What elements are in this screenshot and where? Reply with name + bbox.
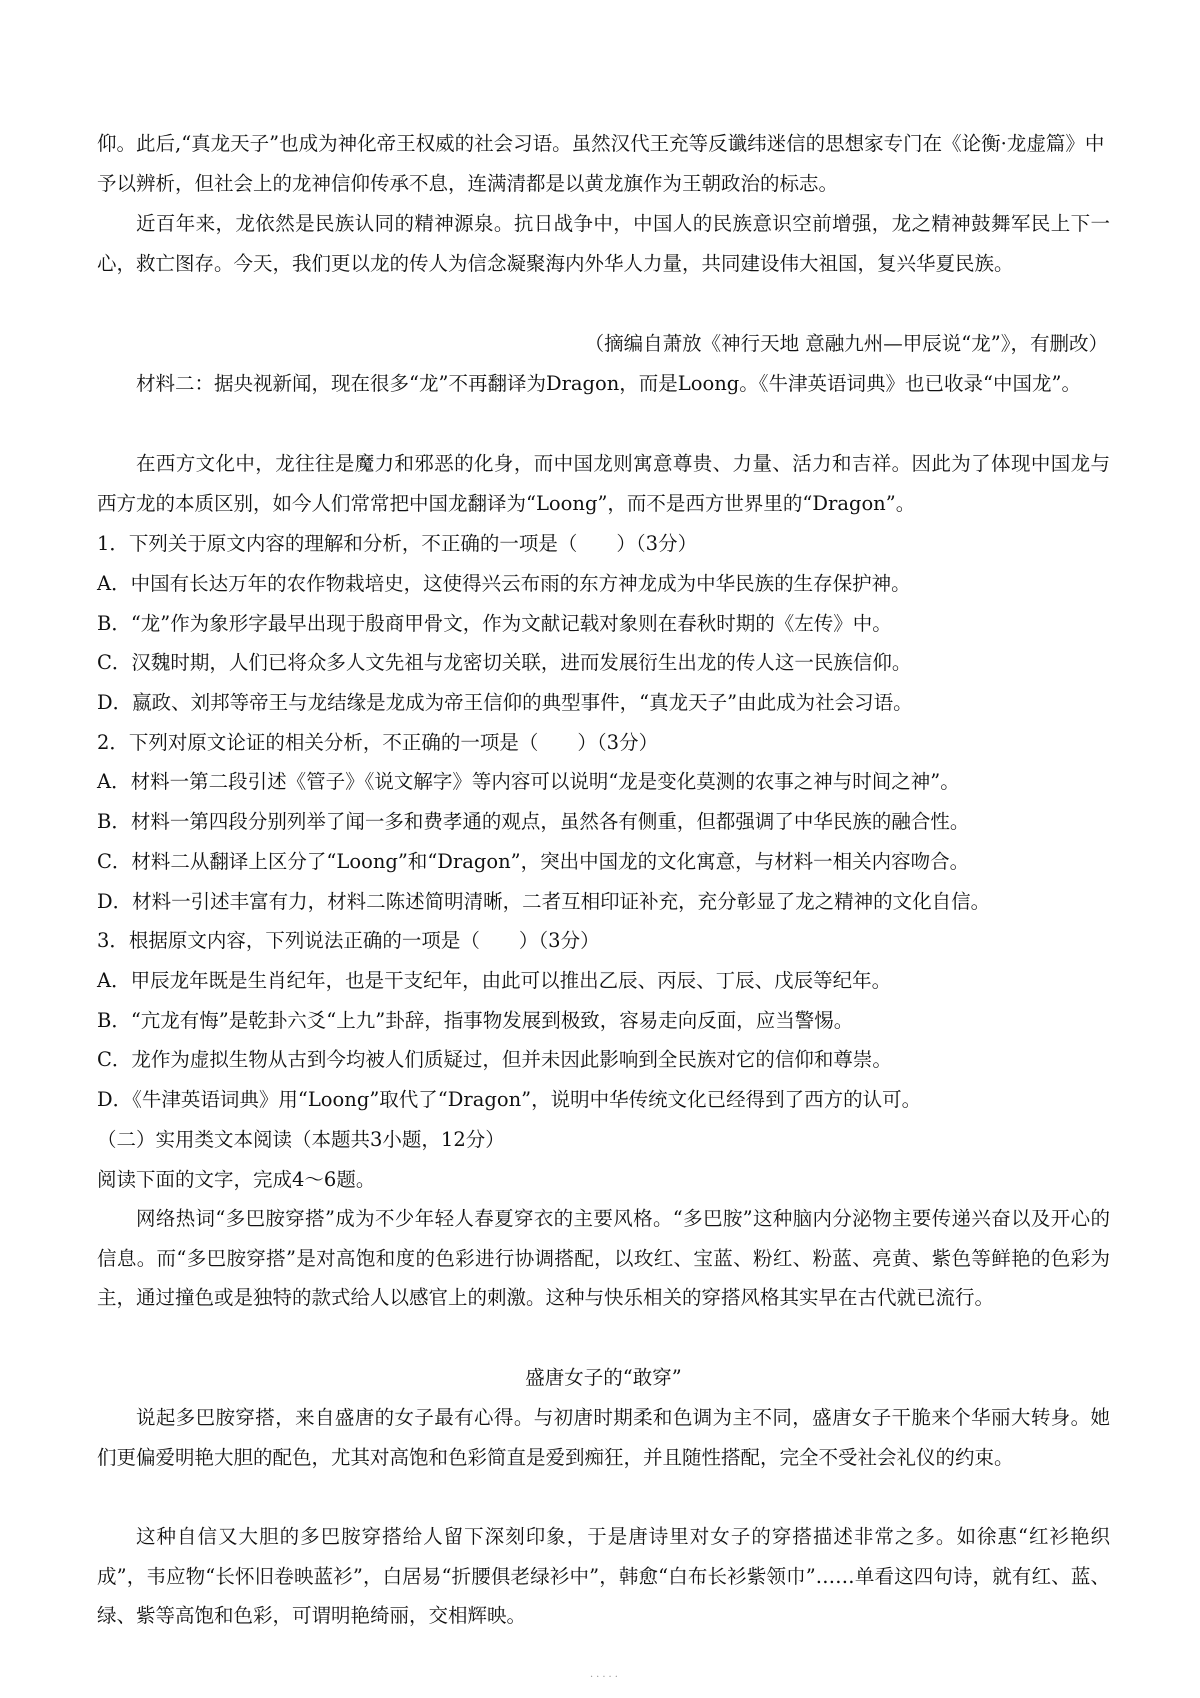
question-1-option-d: D．嬴政、刘邦等帝王与龙结缘是龙成为帝王信仰的典型事件，“真龙天子”由此成为社会习语。	[97, 691, 913, 714]
article-title: 盛唐女子的“敢穿”	[525, 1366, 682, 1389]
question-2-option-c: C．材料二从翻译上区分了“Loong”和“Dragon”，突出中国龙的文化寓意，与材料一相关内容吻合。	[97, 850, 970, 873]
question-2-option-a: A．材料一第二段引述《管子》《说文解字》等内容可以说明“龙是变化莫测的农事之神与时间之神”。	[97, 770, 960, 793]
section-two-heading: （二）实用类文本阅读（本题共3小题，12分）	[97, 1128, 505, 1151]
paragraph-2: 近百年来，龙依然是民族认同的精神源泉。抗日战争中，中国人的民族意识空前增强，龙之精神鼓舞军民上下一心，救亡图存。今天，我们更以龙的传人为信念凝聚海内外华人力量，共同建设伟大祖国，复兴华夏民族。	[97, 212, 1110, 275]
question-2-option-b: B．材料一第四段分别列举了闻一多和费孝通的观点，虽然各有侧重，但都强调了中华民族的融合性。	[97, 810, 970, 833]
paragraph-1: 仰。此后,“真龙天子”也成为神化帝王权威的社会习语。虽然汉代王充等反谶纬迷信的思想家专门在《论衡·龙虚篇》中予以辨析，但社会上的龙神信仰传承不息，连满清都是以黄龙旗作为王朝政治的标志。	[97, 132, 1105, 195]
article-paragraph-2: 这种自信又大胆的多巴胺穿搭给人留下深刻印象，于是唐诗里对女子的穿搭描述非常之多。如徐惠“红衫艳织成”，韦应物“长怀旧卷映蓝衫”，白居易“折腰俱老绿衫中”，韩愈“白布长衫紫领巾”……单看这四句诗，就有红、蓝、绿、紫等高饱和色彩，可谓明艳绮丽，交相辉映。	[97, 1525, 1110, 1628]
page-footer-mark: ·····	[590, 1672, 621, 1683]
question-3-option-a: A．甲辰龙年既是生肖纪年，也是干支纪年，由此可以推出乙辰、丙辰、丁辰、戊辰等纪年。	[97, 969, 892, 992]
question-2-option-d: D．材料一引述丰富有力，材料二陈述简明清晰，二者互相印证补充，充分彰显了龙之精神的文化自信。	[97, 890, 991, 913]
question-3-option-b: B．“亢龙有悔”是乾卦六爻“上九”卦辞，指事物发展到极致，容易走向反面，应当警惕。	[97, 1009, 854, 1032]
material-two-body: 在西方文化中，龙往往是魔力和邪恶的化身，而中国龙则寓意尊贵、力量、活力和吉祥。因此为了体现中国龙与西方龙的本质区别，如今人们常常把中国龙翻译为“Loong”，而不是西方世界里的“Dragon”。	[97, 452, 1110, 515]
question-2-stem: 2．下列对原文论证的相关分析，不正确的一项是（ ）（3分）	[97, 731, 659, 754]
article-paragraph-1: 说起多巴胺穿搭，来自盛唐的女子最有心得。与初唐时期柔和色调为主不同，盛唐女子干脆来个华丽大转身。她们更偏爱明艳大胆的配色，尤其对高饱和色彩简直是爱到痴狂，并且随性搭配，完全不受社会礼仪的约束。	[97, 1406, 1110, 1469]
question-3-option-c: C．龙作为虚拟生物从古到今均被人们质疑过，但并未因此影响到全民族对它的信仰和尊崇。	[97, 1048, 892, 1071]
question-1-stem: 1．下列关于原文内容的理解和分析，不正确的一项是（ ）（3分）	[97, 532, 698, 555]
source-citation: （摘编自萧放《神行天地 意融九州—甲辰说“龙”》，有删改）	[584, 332, 1108, 355]
section-two-intro: 网络热词“多巴胺穿搭”成为不少年轻人春夏穿衣的主要风格。“多巴胺”这种脑内分泌物主要传递兴奋以及开心的信息。而“多巴胺穿搭”是对高饱和度的色彩进行协调搭配，以玫红、宝蓝、粉红、粉蓝、亮黄、紫色等鲜艳的色彩为主，通过撞色或是独特的款式给人以感官上的刺激。这种与快乐相关的穿搭风格其实早在古代就已流行。	[97, 1207, 1110, 1310]
question-1-option-b: B．“龙”作为象形字最早出现于殷商甲骨文，作为文献记载对象则在春秋时期的《左传》中。	[97, 612, 892, 635]
material-two-intro: 材料二：据央视新闻，现在很多“龙”不再翻译为Dragon，而是Loong。《牛津英语词典》也已收录“中国龙”。	[136, 372, 1081, 395]
question-1-option-a: A．中国有长达万年的农作物栽培史，这使得兴云布雨的东方神龙成为中华民族的生存保护神。	[97, 572, 911, 595]
section-two-instruction: 阅读下面的文字，完成4～6题。	[97, 1168, 376, 1191]
question-1-option-c: C．汉魏时期，人们已将众多人文先祖与龙密切关联，进而发展衍生出龙的传人这一民族信仰。	[97, 651, 912, 674]
question-3-option-d: D．《牛津英语词典》用“Loong”取代了“Dragon”，说明中华传统文化已经得到了西方的认可。	[97, 1088, 922, 1111]
question-3-stem: 3．根据原文内容，下列说法正确的一项是（ ）（3分）	[97, 929, 600, 952]
